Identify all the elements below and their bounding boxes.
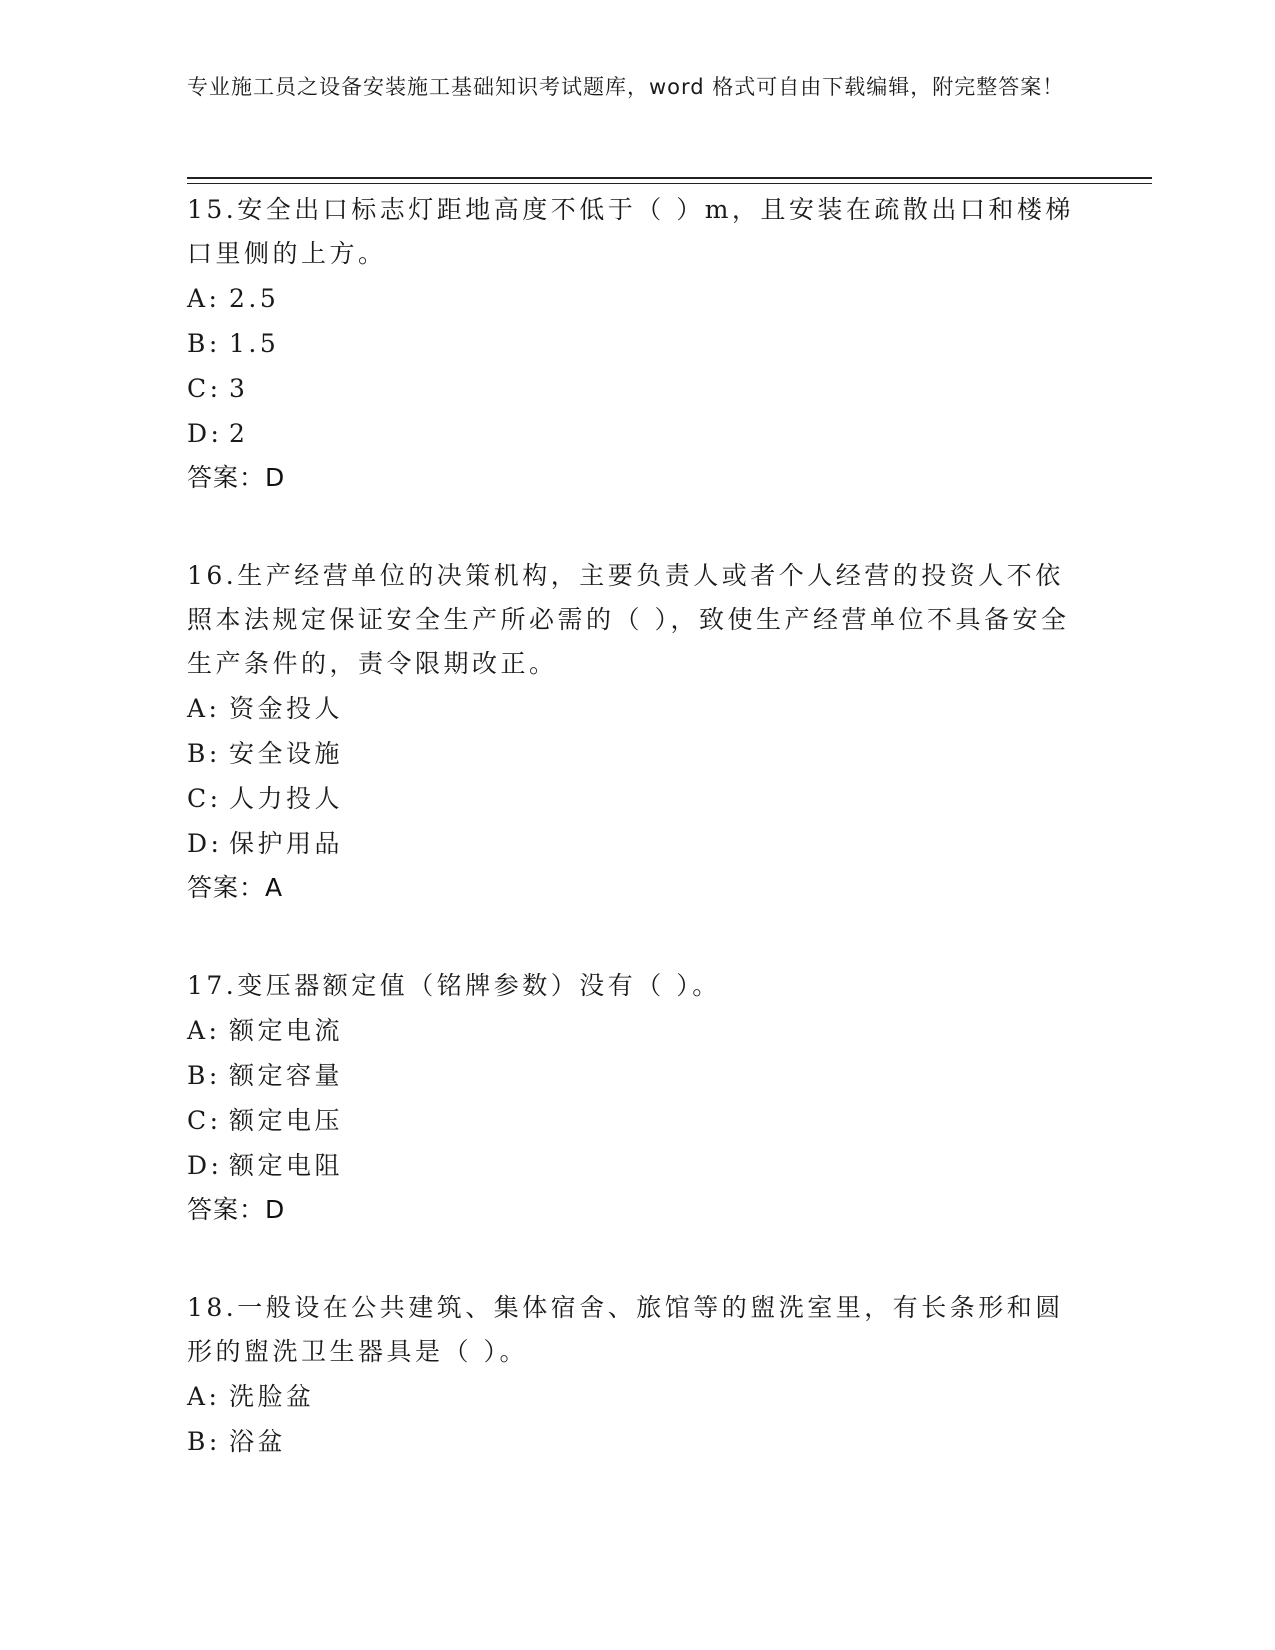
option-label: A:: [187, 1016, 221, 1045]
option-d: [187, 1143, 1087, 1188]
option-label: D:: [187, 1151, 223, 1180]
option-text: 1.5: [229, 329, 280, 358]
option-b: [187, 1419, 1087, 1464]
option-a: [187, 1008, 1087, 1053]
option-label: D:: [187, 419, 223, 448]
option-b: [187, 1053, 1087, 1098]
question-stem: 15.安全出口标志灯距地高度不低于（ ）m，且安装在疏散出口和楼梯口里侧的上方。: [187, 195, 1074, 268]
option-label: B:: [187, 739, 221, 768]
option-text: 洗脸盆: [229, 1382, 315, 1411]
option-label: B:: [187, 1427, 221, 1456]
question-17: [187, 964, 1087, 1232]
option-text: 2.5: [229, 284, 280, 313]
answer-line: 答案：A: [187, 873, 284, 902]
question-15: [187, 188, 1087, 500]
option-a: [187, 1374, 1087, 1419]
question-stem: 17.变压器额定值（铭牌参数）没有（ ）。: [187, 971, 721, 1000]
option-label: A:: [187, 1382, 221, 1411]
option-text: 保护用品: [229, 829, 344, 858]
option-text: 额定电阻: [229, 1151, 344, 1180]
option-text: 3: [229, 374, 249, 403]
header-divider-thin: [187, 183, 1152, 184]
answer-line: 答案：D: [187, 463, 286, 492]
document-header: 专业施工员之设备安装施工基础知识考试题库，word 格式可自由下载编辑，附完整答案！: [187, 75, 1065, 99]
option-a: [187, 276, 1087, 321]
question-stem: 16.生产经营单位的决策机构，主要负责人或者个人经营的投资人不依照本法规定保证安全生产所必需的（ ），致使生产经营单位不具备安全生产条件的，责令限期改正。: [187, 561, 1070, 678]
option-text: 人力投人: [229, 784, 344, 813]
option-text: 额定电压: [229, 1106, 344, 1135]
option-label: C:: [187, 1106, 222, 1135]
option-label: A:: [187, 694, 221, 723]
option-c: [187, 776, 1087, 821]
option-label: A:: [187, 284, 221, 313]
question-list: [187, 188, 1087, 1518]
option-text: 安全设施: [229, 739, 344, 768]
option-text: 额定电流: [229, 1016, 344, 1045]
question-18: [187, 1286, 1087, 1464]
option-text: 2: [229, 419, 249, 448]
option-d: [187, 411, 1087, 456]
option-b: [187, 731, 1087, 776]
question-stem: 18.一般设在公共建筑、集体宿舍、旅馆等的盥洗室里，有长条形和圆形的盥洗卫生器具是（ ）。: [187, 1293, 1064, 1366]
option-a: [187, 686, 1087, 731]
option-c: [187, 1098, 1087, 1143]
option-label: B:: [187, 1061, 221, 1090]
option-label: C:: [187, 374, 222, 403]
option-b: [187, 321, 1087, 366]
option-d: [187, 821, 1087, 866]
header-divider: [187, 177, 1152, 179]
option-label: D:: [187, 829, 223, 858]
option-text: 资金投人: [229, 694, 344, 723]
question-16: [187, 554, 1087, 910]
option-text: 额定容量: [229, 1061, 344, 1090]
option-label: B:: [187, 329, 221, 358]
answer-line: 答案：D: [187, 1195, 286, 1224]
option-text: 浴盆: [229, 1427, 287, 1456]
option-c: [187, 366, 1087, 411]
option-label: C:: [187, 784, 222, 813]
